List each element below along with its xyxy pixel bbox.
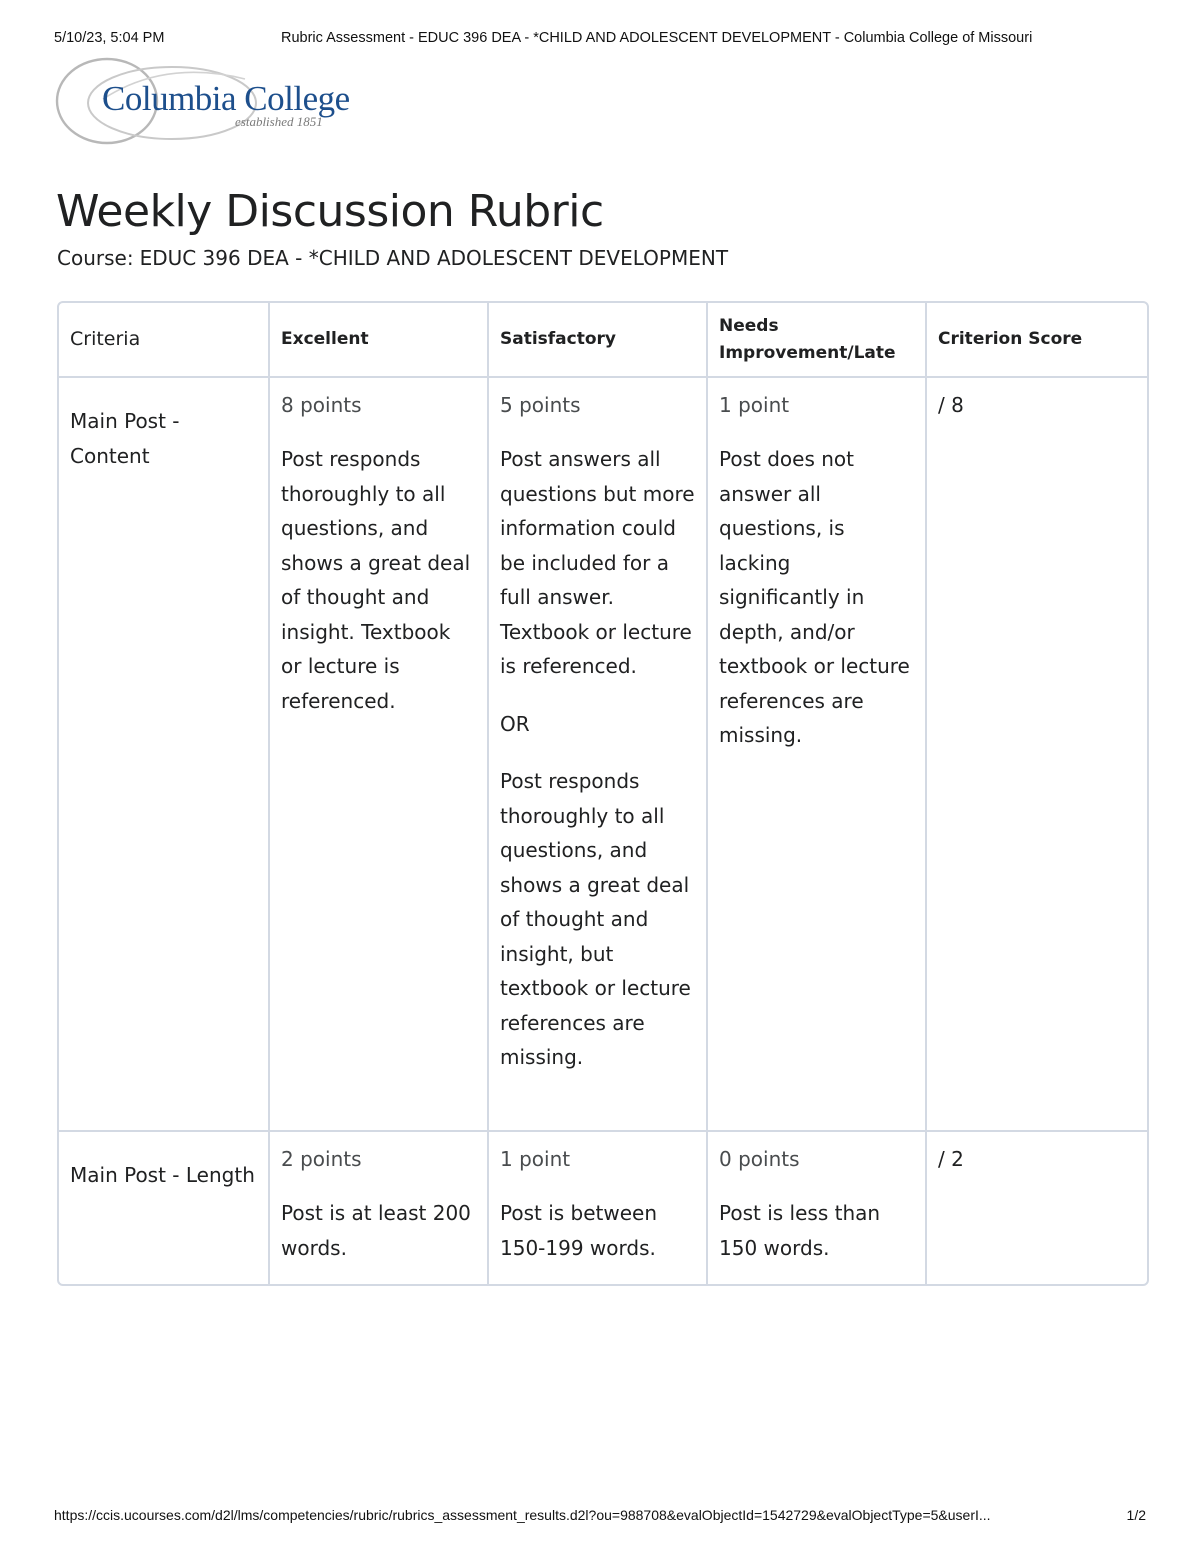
print-header: [54, 30, 1146, 50]
table-row: [59, 377, 1147, 1131]
print-url: https://ccis.ucourses.com/d2l/lms/competencies/rubric/rubrics_assessment_results.d2l?ou=988708&evalObjectId=1542729&evalObjectType=5&userI...: [54, 1507, 991, 1523]
rubric-table: [59, 303, 1147, 1284]
column-header-satisfactory: Satisfactory: [488, 303, 707, 377]
columbia-college-logo: [55, 57, 375, 149]
criterion-cell: [59, 1131, 269, 1284]
level-description: [500, 1196, 696, 1265]
print-page-title: Rubric Assessment - EDUC 396 DEA - *CHILD AND ADOLESCENT DEVELOPMENT - Columbia College of Missouri: [281, 30, 1033, 46]
column-header-needs-improvement: Needs Improvement/Late: [707, 303, 926, 377]
description-text: Post is at least 200 words.: [281, 1201, 471, 1260]
level-description: [500, 442, 696, 1075]
level-points: 2 points: [281, 1147, 362, 1171]
level-description: [281, 1196, 477, 1265]
level-points: 1 point: [719, 393, 790, 417]
level-cell-satisfactory: [488, 377, 707, 1131]
level-description: [281, 442, 477, 718]
level-description: [719, 1196, 915, 1265]
description-text: Post answers all questions but more information could be included for a full answer. Textbook or lecture is referenced.: [500, 447, 695, 678]
criterion-score: / 2: [938, 1147, 964, 1171]
criterion-name: Main Post - Length: [70, 1163, 255, 1187]
print-datetime: 5/10/23, 5:04 PM: [54, 30, 165, 46]
column-header-criterion-score: Criterion Score: [926, 303, 1147, 377]
column-header-excellent: Excellent: [269, 303, 488, 377]
criterion-name: Main Post - Content: [70, 409, 180, 468]
page-number: 1/2: [1126, 1507, 1146, 1523]
level-description: [719, 442, 915, 753]
criterion-score-cell: [926, 377, 1147, 1131]
rubric-table-container: [57, 301, 1149, 1286]
criterion-score: / 8: [938, 393, 964, 417]
description-text: Post responds thoroughly to all questions, and shows a great deal of thought and insight, but textbook or lecture references are missing.: [500, 769, 691, 1069]
level-cell-needs-improvement: [707, 1131, 926, 1284]
course-line: [57, 246, 728, 270]
description-text: Post does not answer all questions, is lacking significantly in depth, and/or textbook or lecture references are missing.: [719, 447, 910, 747]
level-points: 1 point: [500, 1147, 571, 1171]
level-points: 0 points: [719, 1147, 800, 1171]
table-header-row: [59, 303, 1147, 377]
level-cell-satisfactory: [488, 1131, 707, 1284]
description-text: OR: [500, 711, 530, 736]
description-text: Post responds thoroughly to all questions, and shows a great deal of thought and insight. Textbook or lecture is referenced.: [281, 447, 471, 713]
column-header-criteria: Criteria: [59, 303, 269, 377]
level-points: 5 points: [500, 393, 581, 417]
criterion-cell: [59, 377, 269, 1131]
logo-tagline: established 1851: [235, 114, 323, 129]
logo-wordmark: Columbia College: [102, 79, 350, 118]
level-cell-excellent: [269, 377, 488, 1131]
criterion-score-cell: [926, 1131, 1147, 1284]
level-cell-excellent: [269, 1131, 488, 1284]
level-points: 8 points: [281, 393, 362, 417]
course-name: EDUC 396 DEA - *CHILD AND ADOLESCENT DEVELOPMENT: [139, 246, 729, 270]
description-text: Post is less than 150 words.: [719, 1201, 881, 1260]
level-cell-needs-improvement: [707, 377, 926, 1131]
course-label: Course:: [57, 246, 134, 270]
description-text: Post is between 150-199 words.: [500, 1201, 658, 1260]
rubric-title: Weekly Discussion Rubric: [56, 186, 604, 237]
table-row: [59, 1131, 1147, 1284]
print-footer: [54, 1507, 1146, 1527]
